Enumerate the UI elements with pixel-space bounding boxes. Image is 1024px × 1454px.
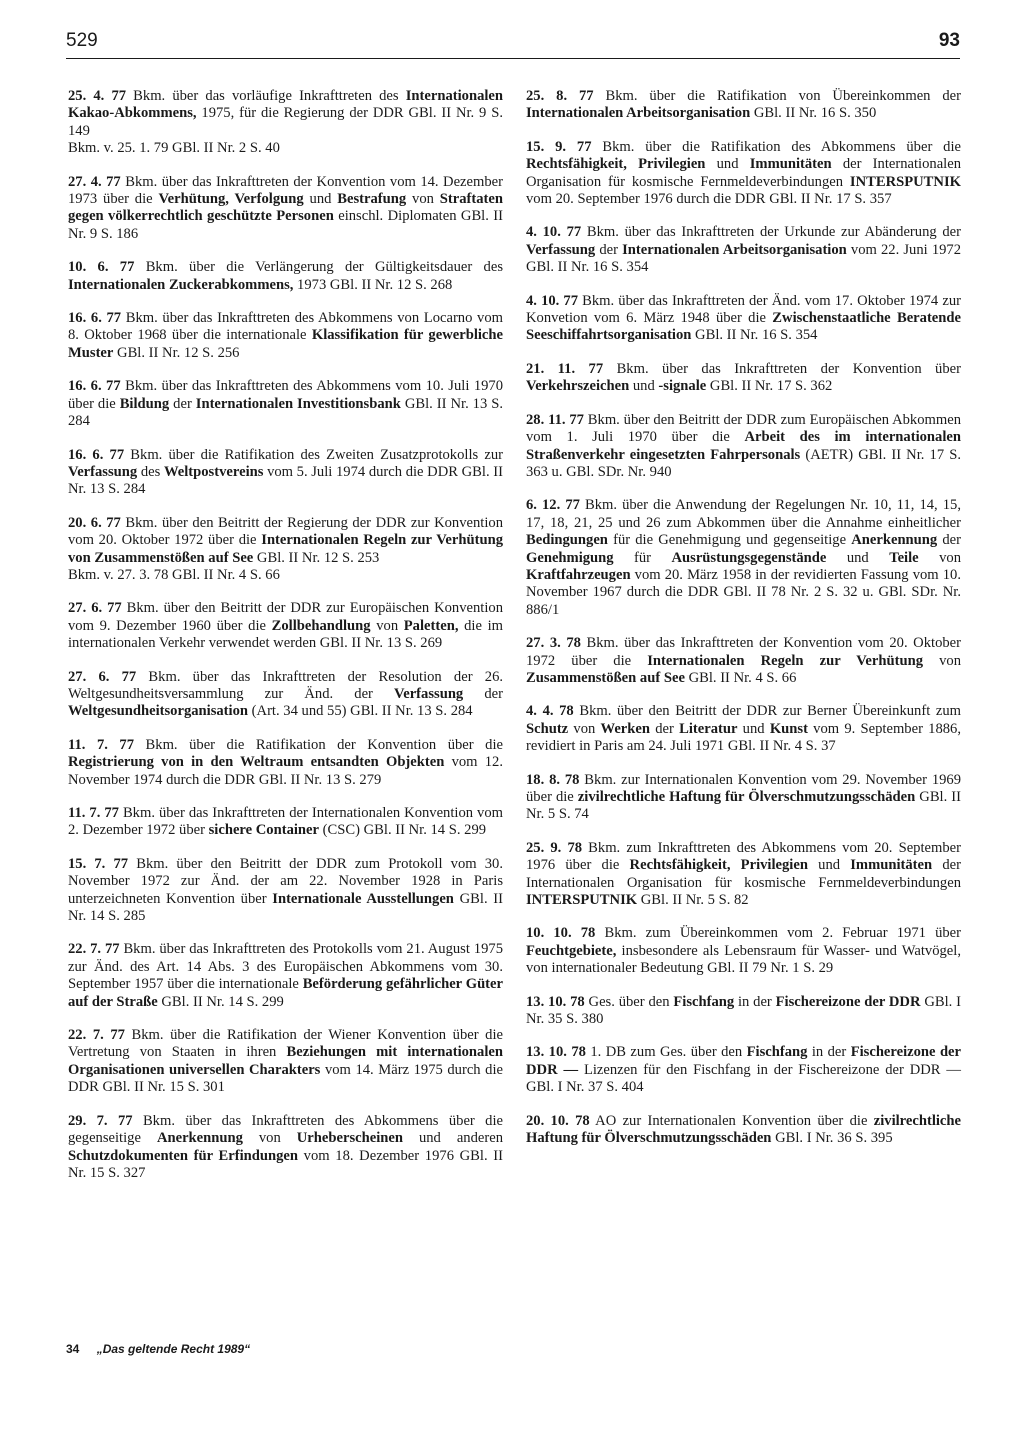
entry-keyword: Straftaten gegen völkerrechtlich geschützte Personen <box>68 191 503 225</box>
entry-text: von <box>568 720 601 737</box>
entry-date: 20. 6. 77 <box>68 514 121 531</box>
entry-keyword: Immunitäten <box>749 156 832 173</box>
entry-text: Bkm. über den Beitritt der DDR zur Europäischen Konvention vom 9. Dezember 1960 über die <box>68 600 503 634</box>
entry-keyword: Rechtsfähigkeit, Privilegien <box>629 857 808 874</box>
entry-text: Bkm. über das Inkrafttreten der Internationalen Konvention vom 2. Dezember 1972 über <box>68 805 503 839</box>
entry-keyword: Feuchtgebiete, <box>526 942 617 959</box>
entry-keyword: Anerkennung <box>156 1130 243 1147</box>
entry-subnote: Bkm. v. 27. 3. 78 GBl. II Nr. 4 S. 66 <box>68 566 280 583</box>
entry-date: 13. 10. 78 <box>526 1044 586 1061</box>
entry-keyword: Beförderung gefährlicher Güter auf der Straße <box>68 976 503 1010</box>
entry-keyword: Zwischenstaatliche Beratende Seeschiffahrtsorganisation <box>526 310 961 344</box>
entry-keyword: zivilrechtliche Haftung für Ölverschmutzungsschäden <box>577 789 916 805</box>
entry-date: 15. 7. 77 <box>68 855 129 872</box>
entry-text: in der <box>807 1044 851 1061</box>
entry-text: GBl. II Nr. 16 S. 350 <box>750 105 877 122</box>
entry-keyword: Ausrüstungsgegenstände <box>671 549 827 566</box>
entry-text: GBl. II Nr. 5 S. 74 <box>526 789 962 823</box>
register-entry <box>68 310 503 362</box>
entry-text: Bkm. zum Inkrafttreten des Abkommens vom 20. September 1976 über die <box>526 839 961 874</box>
entry-date: 16. 6. 77 <box>68 378 121 395</box>
entry-keyword: Werken <box>600 720 650 737</box>
page-number-left: 529 <box>66 30 98 51</box>
entry-keyword: Fischfang <box>673 993 735 1010</box>
entry-keyword: Teile <box>889 549 919 566</box>
entry-text: von <box>923 652 961 669</box>
entry-text: für die Genehmigung und gegenseitige <box>607 532 852 549</box>
entry-text: der <box>463 685 503 702</box>
entry-keyword: Genehmigung <box>526 549 614 566</box>
entry-keyword: Verhütung, Verfolgung <box>158 191 304 208</box>
entry-date: 28. 11. 77 <box>526 411 584 428</box>
entry-date: 20. 10. 78 <box>526 1112 590 1129</box>
entry-keyword: Urheberscheinen <box>296 1130 403 1147</box>
register-entry <box>68 259 503 294</box>
entry-keyword: Verfassung <box>394 685 464 702</box>
entry-date: 22. 7. 77 <box>68 1027 125 1044</box>
right-column <box>526 88 961 1164</box>
entry-text: vom 20. März 1958 in der revidierten Fassung vom 10. November 1967 durch die DDR GBl. II 78 Nr. 2 S. 32 u. GBl. SDr. Nr. 886/1 <box>526 566 961 618</box>
entry-text: von <box>406 191 440 208</box>
register-entry <box>68 378 503 430</box>
register-entry <box>68 174 503 244</box>
entry-text: Bkm. über das Inkrafttreten des Abkommens von Locarno vom 8. Oktober 1968 über die internationale <box>68 310 503 344</box>
entry-keyword: Verfassung <box>68 463 138 480</box>
entry-keyword: Internationalen Investitionsbank <box>195 395 401 412</box>
entry-subnote: Bkm. v. 25. 1. 79 GBl. II Nr. 2 S. 40 <box>68 140 280 157</box>
entry-keyword: Verfassung <box>526 241 596 258</box>
entry-text: Bkm. über den Beitritt der DDR zum Protokoll vom 30. November 1972 zur Änd. der am 22. November 1928 in Paris unterzeichneten Konvention über <box>68 855 504 907</box>
entry-date: 10. 6. 77 <box>68 259 135 276</box>
entry-text: die im internationalen Verkehr verwendet werden GBl. II Nr. 13 S. 269 <box>68 617 503 652</box>
entry-keyword: Kunst <box>769 720 808 737</box>
entry-date: 4. 10. 77 <box>526 292 579 309</box>
entry-text: (CSC) GBl. II Nr. 14 S. 299 <box>319 822 487 839</box>
entry-text: vom 22. Juni 1972 GBl. II Nr. 16 S. 354 <box>526 241 962 276</box>
entry-text: vom 5. Juli 1974 durch die DDR GBl. II Nr. 13 S. 284 <box>68 463 503 498</box>
entry-keyword: Internationalen Kakao-Abkommens, <box>68 88 504 122</box>
entry-text: insbesondere als Lebensraum für Wasser- und Watvögel, von internationaler Bedeutung GBl. II 79 Nr. 1 S. 29 <box>526 942 961 977</box>
entry-text: und <box>629 378 659 395</box>
entry-keyword: Bestrafung <box>337 191 407 208</box>
entry-text: vom 18. Dezember 1976 GBl. II Nr. 15 S. 327 <box>68 1147 504 1181</box>
register-entry <box>68 515 503 585</box>
entry-date: 10. 10. 78 <box>526 925 596 942</box>
entry-keyword: Klassifikation für gewerbliche Muster <box>68 327 503 361</box>
entry-text: Bkm. über das Inkrafttreten des Protokolls vom 21. August 1975 zur Änd. des Art. 14 Abs. 3 des Europäischen Abkommens vom 30. September 1957 über die internationale <box>68 941 503 993</box>
entry-text: GBl. II Nr. 12 S. 253 <box>253 549 380 566</box>
entry-text: Bkm. über die Ratifikation des Zweiten Zusatzprotokolls zur <box>124 446 503 463</box>
entry-text: der Internationalen Organisation für kosmische Fernmeldeverbindungen <box>526 156 962 190</box>
register-entry <box>68 88 503 158</box>
register-entry <box>526 139 961 209</box>
page-number-right: 93 <box>938 30 960 51</box>
entry-text: (AETR) GBl. II Nr. 17 S. 363 u. GBl. SDr. Nr. 940 <box>526 446 961 480</box>
entry-date: 21. 11. 77 <box>526 360 604 377</box>
entry-text: von <box>242 1130 297 1147</box>
register-entry <box>526 635 961 687</box>
entry-text: und <box>303 191 338 208</box>
entry-keyword: -signale <box>658 378 707 395</box>
entry-text: GBl. I Nr. 36 S. 395 <box>771 1130 893 1147</box>
entry-text: für <box>613 549 672 566</box>
entry-text: Bkm. über die Ratifikation des Abkommens über die <box>591 138 962 155</box>
entry-date: 16. 6. 77 <box>68 446 125 463</box>
entry-date: 11. 7. 77 <box>68 736 135 753</box>
entry-text: Bkm. über die Verlängerung der Gültigkeitsdauer des <box>134 259 503 276</box>
register-entry <box>68 805 503 840</box>
entry-keyword: INTERSPUTNIK <box>526 892 638 909</box>
register-entry <box>526 772 961 824</box>
entry-keyword: Fischfang <box>746 1044 808 1061</box>
entry-text: der Internationalen Organisation für kosmische Fernmeldeverbindungen <box>526 857 961 891</box>
entry-text: Bkm. über die Ratifikation von Übereinkommen der <box>593 88 962 104</box>
entry-text: und <box>826 549 890 566</box>
entry-text: 1. DB zum Ges. über den <box>585 1044 747 1061</box>
entry-text: Bkm. über das Inkrafttreten des Abkommens vom 10. Juli 1970 über die <box>68 378 504 412</box>
entry-text: GBl. II Nr. 4 S. 66 <box>684 669 797 686</box>
left-column <box>68 88 503 1198</box>
entry-date: 15. 9. 77 <box>526 138 592 155</box>
entry-date: 27. 6. 77 <box>68 600 122 617</box>
entry-keyword: Verkehrszeichen <box>526 378 630 395</box>
entry-text: und <box>705 156 750 173</box>
entry-date: 13. 10. 78 <box>526 993 585 1010</box>
entry-text: GBl. II Nr. 14 S. 285 <box>68 890 504 925</box>
entry-date: 29. 7. 77 <box>68 1112 133 1129</box>
entry-keyword: Internationalen Zuckerabkommens, <box>68 276 294 293</box>
entry-text: Bkm. über das Inkrafttreten der Änd. vom 17. Oktober 1974 zur Konvetion vom 6. März 1948 über die <box>526 292 961 327</box>
register-entry <box>526 840 961 910</box>
entry-keyword: Fischereizone der DDR <box>775 993 921 1010</box>
entry-keyword: INTERSPUTNIK <box>849 173 961 190</box>
entry-keyword: Schutz <box>526 720 569 737</box>
entry-date: 18. 8. 78 <box>526 771 580 788</box>
entry-keyword: Internationale Ausstellungen <box>272 890 454 907</box>
entry-text: der <box>595 241 623 258</box>
entry-text: Bkm. zur Internationalen Konvention vom 29. November 1969 über die <box>526 771 962 805</box>
entry-keyword: Internationalen Arbeitsorganisation <box>622 241 847 258</box>
entry-text: von <box>370 617 404 634</box>
entry-text: des <box>137 463 164 480</box>
entry-keyword: Internationalen Regeln zur Verhütung <box>647 652 924 669</box>
register-entry <box>526 412 961 482</box>
register-entry <box>68 856 503 926</box>
page-header <box>66 30 960 60</box>
entry-text: Bkm. zum Übereinkommen vom 2. Februar 1971 über <box>595 925 962 942</box>
header-rule <box>66 58 960 59</box>
entry-date: 6. 12. 77 <box>526 497 580 514</box>
register-entry <box>68 447 503 499</box>
entry-text: vom 12. November 1974 durch die DDR GBl. II Nr. 13 S. 279 <box>68 754 503 788</box>
entry-text: Bkm. über die Ratifikation der Konvention über die <box>134 736 503 753</box>
register-entry <box>526 497 961 619</box>
entry-text: GBl. II Nr. 17 S. 362 <box>706 378 833 395</box>
entry-text: und <box>807 857 851 874</box>
entry-text: Ges. über den <box>584 993 674 1010</box>
entry-text: 1973 GBl. II Nr. 12 S. 268 <box>293 276 453 293</box>
entry-date: 27. 4. 77 <box>68 173 121 190</box>
register-entry <box>68 1113 503 1183</box>
entry-keyword: Weltpostvereins <box>163 463 264 480</box>
register-entry <box>526 293 961 345</box>
entry-keyword: Internationalen Regeln zur Verhütung von Zusammenstößen auf See <box>68 532 503 566</box>
entry-keyword: Paletten, <box>403 617 459 634</box>
page-footer <box>66 1342 250 1356</box>
entry-text: einschl. Diplomaten GBl. II Nr. 9 S. 186 <box>68 208 503 242</box>
entry-text: Bkm. über den Beitritt der DDR zum Europäischen Abkommen vom 1. Juli 1970 über die <box>526 411 961 446</box>
entry-keyword: Literatur <box>679 720 738 737</box>
entry-date: 25. 9. 78 <box>526 839 583 856</box>
register-entry <box>526 1113 961 1148</box>
entry-text: in der <box>734 993 776 1010</box>
entry-text: vom 20. September 1976 durch die DDR GBl. II Nr. 17 S. 357 <box>526 191 892 208</box>
entry-text: Bkm. über das Inkrafttreten der Konvention vom 20. Oktober 1972 über die <box>526 635 962 669</box>
entry-keyword: zivilrechtliche Haftung für Ölverschmutzungsschäden <box>526 1112 961 1147</box>
entry-text: Bkm. über das Inkrafttreten der Resolution der 26. Weltgesundheitsversammlung zur Änd. der <box>68 668 504 702</box>
entry-keyword: Bedingungen <box>526 532 608 549</box>
entry-text: Bkm. über das Inkrafttreten der Urkunde zur Abänderung der <box>581 224 962 241</box>
entry-text: GBl. II Nr. 12 S. 256 <box>113 344 240 361</box>
entry-text: GBl. II Nr. 16 S. 354 <box>691 327 818 344</box>
entry-text: der <box>649 720 680 737</box>
entry-text: (Art. 34 und 55) GBl. II Nr. 13 S. 284 <box>248 703 473 720</box>
register-entry <box>68 941 503 1011</box>
entry-text: GBl. II Nr. 14 S. 299 <box>157 993 284 1010</box>
footer-number: 34 <box>66 1342 80 1356</box>
entry-date: 4. 4. 78 <box>526 703 574 720</box>
register-entry <box>68 1027 503 1097</box>
entry-date: 25. 4. 77 <box>68 88 127 104</box>
entry-keyword: Anerkennung <box>851 532 938 549</box>
entry-text: der <box>169 395 196 412</box>
entry-text: GBl. I Nr. 35 S. 380 <box>526 993 961 1028</box>
entry-keyword: Zollbehandlung <box>271 617 371 634</box>
entry-text: AO zur Internationalen Konvention über die <box>589 1112 874 1129</box>
register-entry <box>526 994 961 1029</box>
entry-keyword: Zusammenstößen auf See <box>526 669 685 686</box>
entry-text: 1975, für die Regierung der DDR GBl. II Nr. 9 S. 149 <box>68 105 503 139</box>
entry-text: der <box>937 532 961 549</box>
register-entry <box>526 1044 961 1096</box>
register-entry <box>68 737 503 789</box>
entry-date: 4. 10. 77 <box>526 224 582 241</box>
entry-text: und <box>737 720 770 737</box>
entry-keyword: sichere Container <box>208 822 320 839</box>
entry-text: Bkm. über das vorläufige Inkrafttreten des <box>126 88 406 104</box>
entry-text: Bkm. über das Inkrafttreten der Konvention vom 14. Dezember 1973 über die <box>68 173 503 208</box>
register-entry <box>526 361 961 396</box>
entry-text: von <box>918 549 961 566</box>
entry-keyword: Internationalen Arbeitsorganisation <box>526 105 751 122</box>
entry-keyword: Beziehungen mit internationalen Organisationen universellen Charakters <box>68 1044 503 1078</box>
entry-text: vom 14. März 1975 durch die DDR GBl. II Nr. 15 S. 301 <box>68 1061 503 1096</box>
footer-source: „Das geltende Recht 1989“ <box>96 1342 251 1356</box>
entry-date: 27. 6. 77 <box>68 668 137 685</box>
entry-text: GBl. II Nr. 13 S. 284 <box>68 395 504 430</box>
register-entry <box>526 703 961 755</box>
register-entry <box>526 224 961 276</box>
entry-keyword: Fischereizone der DDR — <box>526 1044 962 1078</box>
entry-text: GBl. II Nr. 5 S. 82 <box>637 892 749 909</box>
entry-keyword: Registrierung von in den Weltraum entsandten Objekten <box>68 754 445 771</box>
entry-text: Bkm. über das Inkrafttreten der Konvention über <box>603 360 961 377</box>
entry-date: 11. 7. 77 <box>68 805 119 821</box>
entry-text: Lizenzen für den Fischfang in der Fischereizone der DDR — GBl. I Nr. 37 S. 404 <box>526 1061 961 1096</box>
entry-keyword: Immunitäten <box>850 857 933 874</box>
entry-keyword: Bildung <box>119 395 170 412</box>
entry-date: 25. 8. 77 <box>526 88 594 104</box>
entry-text: Bkm. über die Ratifikation der Wiener Konvention über die Vertretung von Staaten in ihren <box>68 1027 504 1061</box>
entry-date: 22. 7. 77 <box>68 941 120 958</box>
entry-text: Bkm. über den Beitritt der DDR zur Berner Übereinkunft zum <box>573 703 961 720</box>
register-entry <box>68 600 503 652</box>
entry-keyword: Rechtsfähigkeit, Privilegien <box>526 156 706 173</box>
entry-keyword: Kraftfahrzeugen <box>526 566 631 583</box>
entry-text: Bkm. über das Inkrafttreten des Abkommens über die gegenseitige <box>68 1112 503 1147</box>
entry-text: und anderen <box>402 1130 504 1147</box>
entry-keyword: Arbeit des im internationalen Straßenverkehr eingesetzten Fahrpersonals <box>526 429 961 463</box>
entry-date: 27. 3. 78 <box>526 635 581 652</box>
register-entry <box>526 925 961 977</box>
register-entry <box>526 88 961 123</box>
entry-date: 16. 6. 77 <box>68 310 122 327</box>
entry-text: Bkm. über die Anwendung der Regelungen Nr. 10, 11, 14, 15, 17, 18, 21, 25 und 26 zum Abkommen über die Annahme einheitlicher <box>526 497 961 531</box>
register-entry <box>68 669 503 721</box>
entry-keyword: Schutzdokumenten für Erfindungen <box>68 1147 299 1164</box>
entry-keyword: Weltgesundheitsorganisation <box>68 703 249 720</box>
entry-text: vom 9. September 1886, revidiert in Paris am 24. Juli 1971 GBl. II Nr. 4 S. 37 <box>526 720 962 755</box>
entry-text: Bkm. über den Beitritt der Regierung der DDR zur Konvention vom 20. Oktober 1972 über die <box>68 514 504 549</box>
